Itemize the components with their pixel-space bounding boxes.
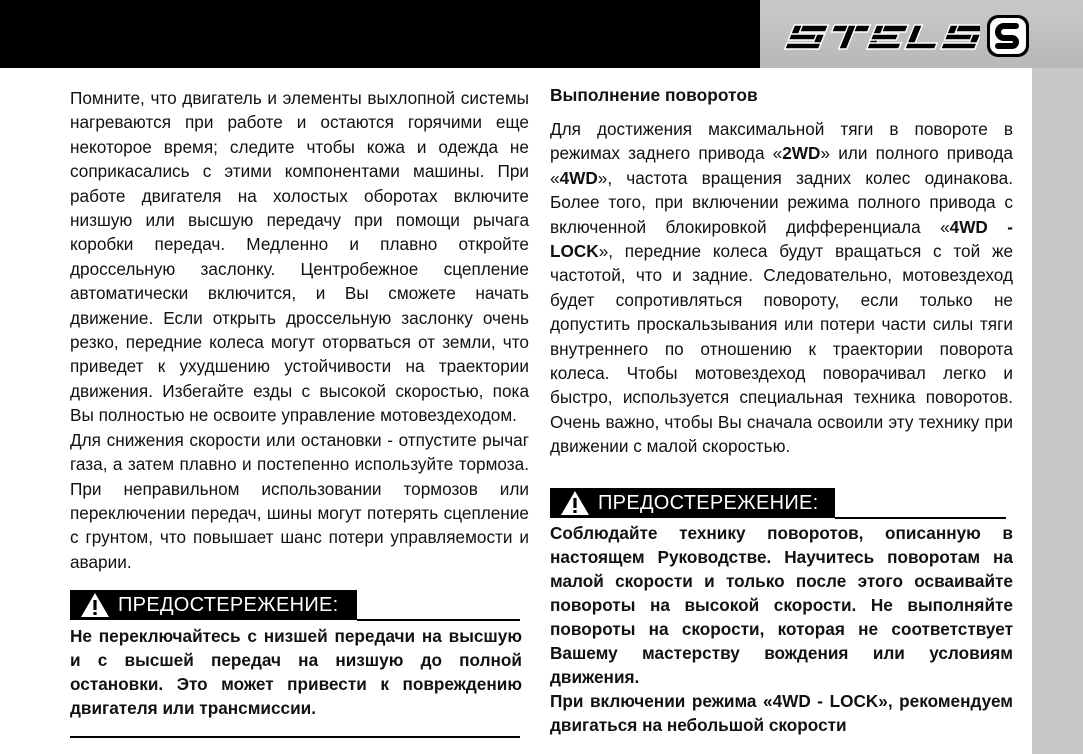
left-warning-label-box [70,590,357,620]
left-column [70,86,529,574]
right-warning-header [550,488,1006,518]
stels-badge-icon [986,14,1030,58]
left-bottom-rule [70,736,520,738]
right-warning-label-box [550,488,835,518]
right-text-segment: », частота вращения задних колес одинакова. Более того, при включении режима полного привода с включенной блокировкой дифференциала « [550,167,1013,237]
right-text-segment: » или полного привода « [550,143,1013,188]
right-column [550,83,1013,459]
warning-triangle-icon [560,490,590,516]
mode-4wd-lock: 4WD - LOCK [550,216,1013,262]
stels-logo [782,21,980,53]
mode-2wd: 2WD [782,143,821,164]
left-warning-text: Не переключайтесь с низшей передачи на высшую и с высшей передач на низшую до полной остановки. Это может привести к повреждению двигателя или трансмиссии. [70,626,522,718]
right-warning-text-block [550,521,1013,737]
right-warning-text-1: Соблюдайте технику поворотов, описанную в настоящем Руководстве. Научитесь поворотам на малой скорости и только после этого осваивайте повороты на высокой скорости. Не выполняйте повороты на скорости, которая не соответствует Вашему мастерству вождения или условиям движения. [550,523,1013,687]
right-text-segment: Для достижения максимальной тяги в повороте в режимах заднего привода « [550,119,1013,164]
left-warning-label: ПРЕДОСТЕРЕЖЕНИЕ: [118,593,339,616]
right-paragraph-1 [550,117,1013,459]
left-paragraph-1: Помните, что двигатель и элементы выхлопной системы нагреваются при работе и остаются горячими еще некоторое время; следите чтобы кожа и одежда не соприкасались с этими компонентами машины. При работе двигателя на холостых оборотах включите низшую или высшую передачу при помощи рычага коробки передач. Медленно и плавно откройте дроссельную заслонку. Центробежное сцепление автоматически включится, и Вы сможете начать движение. Если открыть дроссельную заслонку очень резко, передние колеса могут оторваться от земли, что приведет к ухудшению устойчивости на траектории движения. Избегайте езды с высокой скоростью, пока Вы полностью не освоите управление мотовездеходом. [70,88,529,426]
side-strip [1032,68,1083,754]
right-warning-rule [835,517,1006,519]
right-text-segment: », передние колеса будут вращаться с той же частотой, что и задние. Следовательно, мотовездеход будет сопротивляться повороту, если только не допустить проскальзывания или потери части силы тяги внутреннего по отношению к траектории поворота колеса. Чтобы мотовездеход поворачивал легко и быстро, используется специальная техника поворотов. Очень важно, чтобы Вы сначала освоили эту технику при движении с малой скоростью. [550,241,1013,457]
warning-triangle-icon [80,592,110,618]
left-warning-rule [357,619,520,621]
right-warning-label: ПРЕДОСТЕРЕЖЕНИЕ: [598,491,819,514]
mode-4wd: 4WD [559,167,598,188]
left-warning-header [70,590,520,620]
left-warning-text-block [70,624,522,720]
right-warning-text-2: При включении режима «4WD - LOCK», рекомендуем двигаться на небольшой скорости [550,691,1013,735]
section-heading: Выполнение поворотов [550,85,758,105]
header-bar [0,0,760,68]
left-paragraph-2: Для снижения скорости или остановки - отпустите рычаг газа, а затем плавно и постепенно используйте тормоза. При неправильном использовании тормозов или переключении передач, шины могут потерять сцепление с грунтом, что повышает шанс потери управляемости и аварии. [70,429,529,572]
